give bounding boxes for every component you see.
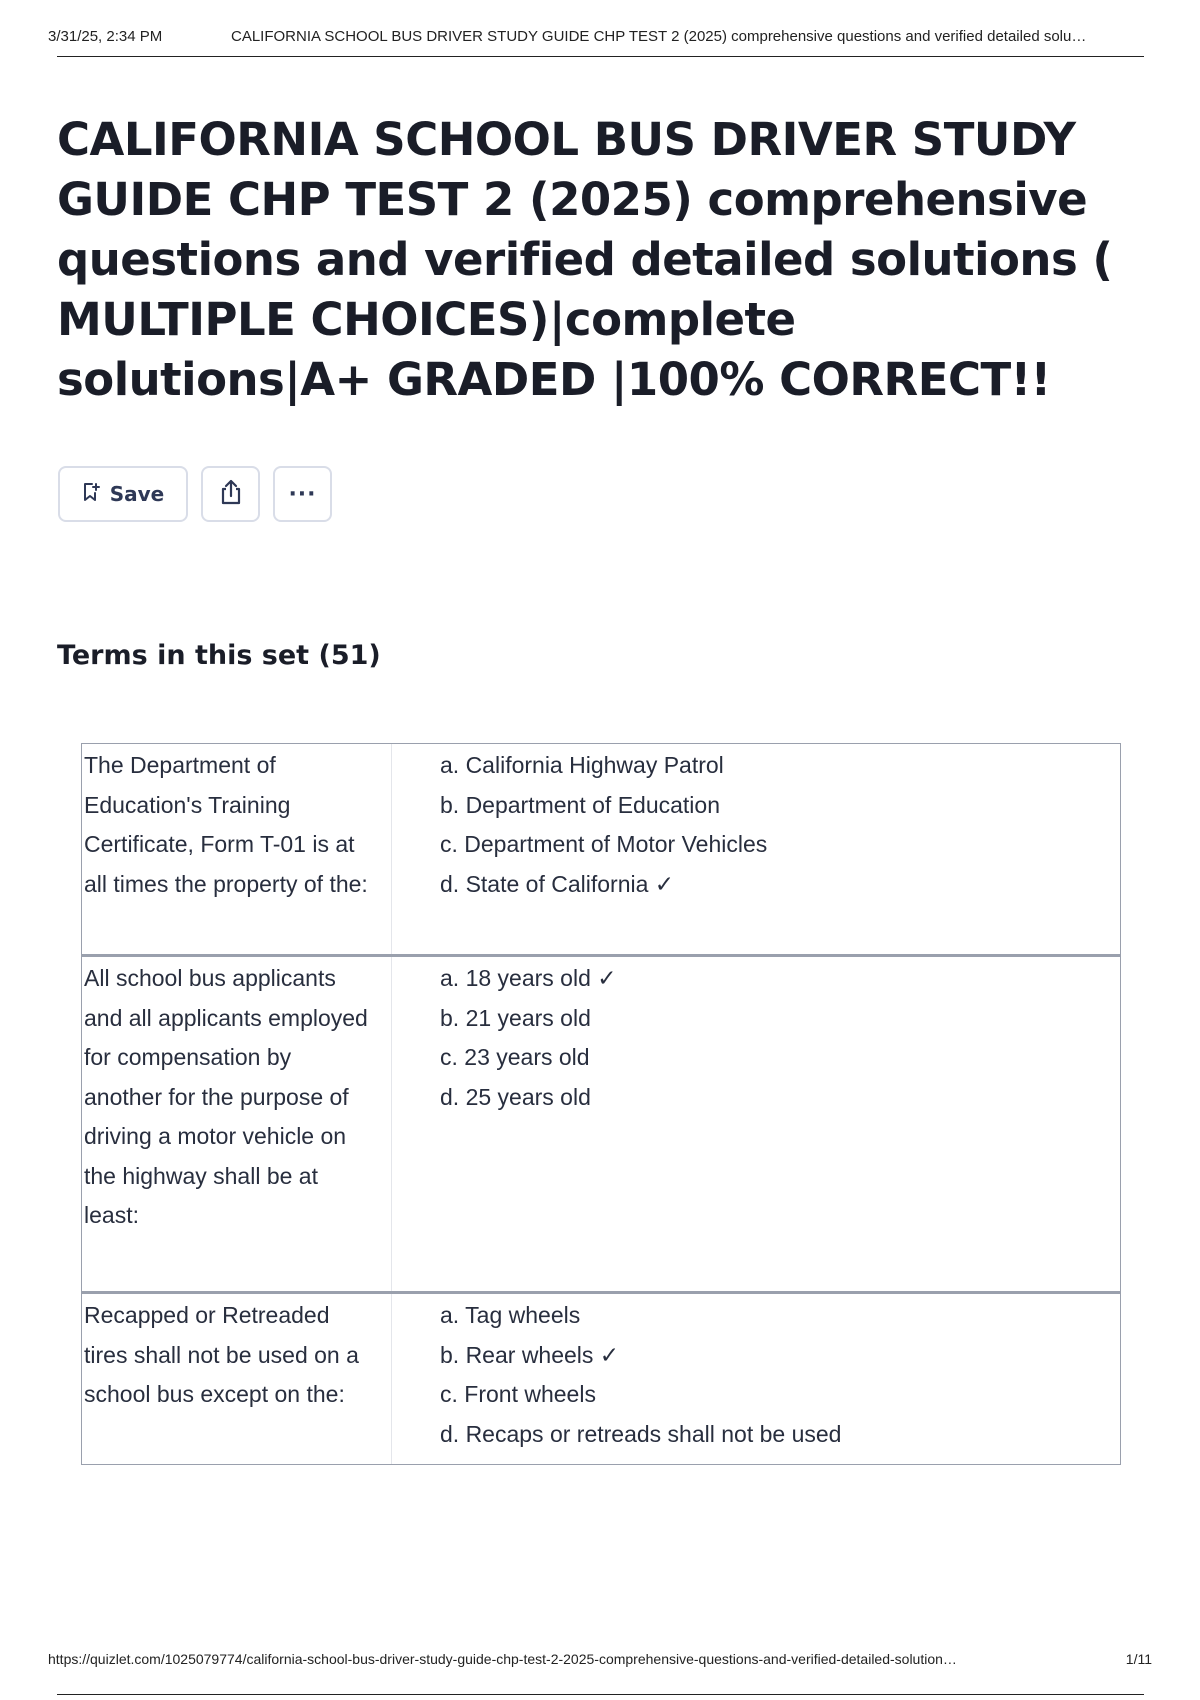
answer-option: c. Department of Motor Vehicles bbox=[440, 831, 768, 857]
answer-option: d. 25 years old bbox=[440, 1083, 591, 1110]
answer-option: c. Front wheels bbox=[440, 1381, 596, 1407]
page-title: CALIFORNIA SCHOOL BUS DRIVER STUDY GUIDE CHP TEST 2 (2025) comprehensive questions and verified detailed solutions ( MULTIPLE CHOICES)|complete solutions|A+ GRADED |100% CORRECT!! bbox=[57, 113, 1113, 406]
footer-divider bbox=[57, 1694, 1144, 1695]
print-url: https://quizlet.com/1025079774/california-school-bus-driver-study-guide-chp-test-2-2025-comprehensive-questions-and-verified-detailed-solution… bbox=[48, 1651, 957, 1667]
bookmark-add-icon bbox=[82, 482, 100, 507]
save-button-label: Save bbox=[109, 482, 165, 506]
answer-option: a. 18 years old ✓ bbox=[440, 965, 617, 991]
print-datetime: 3/31/25, 2:34 PM bbox=[48, 28, 163, 45]
answer-option: d. State of California ✓ bbox=[440, 870, 675, 897]
answer-option: c. 23 years old bbox=[440, 1044, 590, 1070]
more-options-button[interactable] bbox=[273, 466, 332, 522]
page-number: 1/11 bbox=[1125, 1651, 1152, 1667]
print-page-title: CALIFORNIA SCHOOL BUS DRIVER STUDY GUIDE CHP TEST 2 (2025) comprehensive questions and verified detailed solu… bbox=[231, 28, 1087, 45]
term-question: Recapped or Retreaded tires shall not be used on a school bus except on the: bbox=[82, 1294, 392, 1464]
terms-table bbox=[81, 743, 1121, 1465]
term-question: All school bus applicants and all applicants employed for compensation by another for the purpose of driving a motor vehicle on the highway shall be at least: bbox=[82, 957, 392, 1291]
save-button[interactable] bbox=[58, 466, 188, 522]
share-button[interactable] bbox=[201, 466, 260, 522]
action-bar bbox=[58, 466, 332, 522]
print-footer bbox=[48, 1651, 1152, 1667]
print-header bbox=[48, 28, 1152, 45]
term-answers bbox=[392, 957, 1120, 1291]
term-row bbox=[82, 1291, 1120, 1464]
terms-heading: Terms in this set (51) bbox=[57, 640, 381, 671]
header-divider bbox=[57, 56, 1144, 57]
answer-option: b. 21 years old bbox=[440, 1004, 591, 1031]
answer-option: d. Recaps or retreads shall not be used bbox=[440, 1420, 842, 1447]
more-icon: ··· bbox=[288, 481, 317, 507]
answer-option: b. Rear wheels ✓ bbox=[440, 1341, 620, 1368]
share-icon bbox=[218, 478, 244, 511]
term-answers bbox=[392, 744, 1120, 954]
term-row bbox=[82, 744, 1120, 954]
term-answers bbox=[392, 1294, 1120, 1464]
term-question: The Department of Education's Training Certificate, Form T-01 is at all times the property of the: bbox=[82, 744, 392, 954]
answer-option: b. Department of Education bbox=[440, 791, 720, 818]
term-row bbox=[82, 954, 1120, 1291]
answer-option: a. Tag wheels bbox=[440, 1302, 581, 1328]
answer-option: a. California Highway Patrol bbox=[440, 752, 724, 778]
